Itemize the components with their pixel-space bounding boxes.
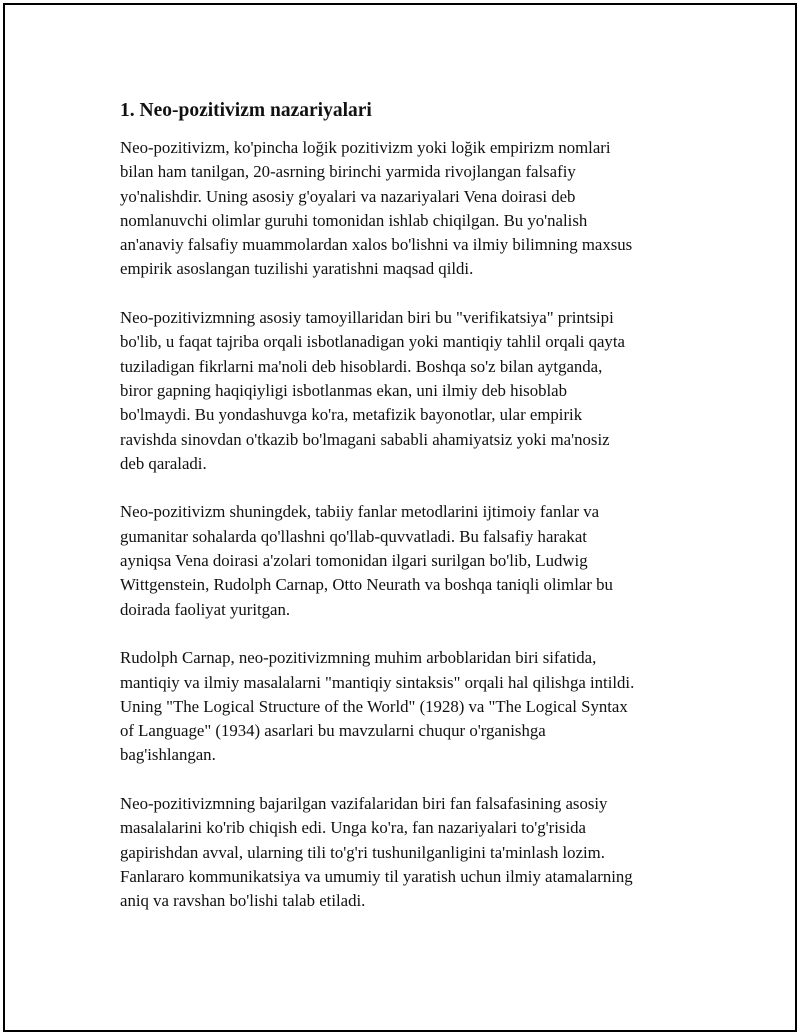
text-line: Neo-pozitivizmning bajarilgan vazifalaridan biri fan falsafasining asosiy: [120, 794, 608, 814]
text-line: Fanlararo kommunikatsiya va umumiy til yaratish uchun ilmiy atamalarning: [120, 866, 633, 886]
text-line: Wittgenstein, Rudolph Carnap, Otto Neurath va boshqa taniqli olimlar bu: [120, 575, 613, 595]
paragraph-1: [120, 136, 700, 282]
text-line: Neo-pozitivizm, ko'pincha loğik pozitivizm yoki loğik empirizm nomlari: [120, 138, 611, 157]
text-line: of Language" (1934) asarlari bu mavzularni chuqur o'rganishga: [120, 721, 546, 741]
text-line: mantiqiy va ilmiy masalalarni "mantiqiy sintaksis" orqali hal qilishga intildi.: [120, 672, 635, 692]
text-line: Neo-pozitivizm shuningdek, tabiiy fanlar metodlarini ijtimoiy fanlar va: [120, 502, 600, 522]
paragraph-5: [120, 792, 700, 913]
text-line: doirada faoliyat yuritgan.: [120, 599, 291, 619]
document-page: [3, 3, 797, 1032]
text-line: an'anaviy falsafiy muammolardan xalos bo'lishni va ilmiy bilimning maxsus: [120, 235, 633, 255]
section-heading: 1. Neo-pozitivizm nazariyalari: [120, 100, 372, 121]
text-line: yo'nalishdir. Uning asosiy g'oyalari va nazariyalari Vena doirasi deb: [120, 186, 576, 206]
text-line: gapirishdan avval, ularning tili to'g'ri tushunilganligini ta'minlash lozim.: [120, 842, 605, 862]
text-line: empirik asoslangan tuzilishi yaratishni maqsad qildi.: [120, 259, 474, 279]
text-line: aniq va ravshan bo'lishi talab etiladi.: [120, 891, 366, 911]
text-line: Uning "The Logical Structure of the World" (1928) va "The Logical Syntax: [120, 696, 628, 716]
text-line: bag'ishlangan.: [120, 745, 216, 765]
text-line: ayniqsa Vena doirasi a'zolari tomonidan ilgari surilgan bo'lib, Ludwig: [120, 551, 588, 571]
text-line: Rudolph Carnap, neo-pozitivizmning muhim arboblaridan biri sifatida,: [120, 648, 597, 668]
paragraph-3: [120, 500, 700, 621]
text-line: tuziladigan fikrlarni ma'noli deb hisoblardi. Boshqa so'z bilan aytganda,: [120, 356, 603, 376]
paragraph-4: [120, 646, 700, 767]
paragraph-2: [120, 306, 700, 476]
text-line: nomlanuvchi olimlar guruhi tomonidan ishlab chiqilgan. Bu yo'nalish: [120, 210, 588, 230]
text-line: Neo-pozitivizmning asosiy tamoyillaridan biri bu "verifikatsiya" printsipi: [120, 308, 614, 328]
text-line: gumanitar sohalarda qo'llashni qo'llab-quvvatladi. Bu falsafiy harakat: [120, 526, 587, 546]
text-line: ravishda sinovdan o'tkazib bo'lmagani sababli ahamiyatsiz yoki ma'nosiz: [120, 429, 610, 449]
text-line: bilan ham tanilgan, 20-asrning birinchi yarmida rivojlangan falsafiy: [120, 162, 576, 182]
text-line: bo'lib, u faqat tajriba orqali isbotlanadigan yoki mantiqiy tahlil orqali qayta: [120, 332, 625, 352]
text-line: masalalarini ko'rib chiqish edi. Unga ko'ra, fan nazariyalari to'g'risida: [120, 818, 586, 838]
text-line: bo'lmaydi. Bu yondashuvga ko'ra, metafizik bayonotlar, ular empirik: [120, 405, 583, 425]
document-content: [120, 97, 700, 938]
text-line: deb qaraladi.: [120, 453, 207, 473]
text-line: biror gapning haqiqiyligi isbotlanmas ekan, uni ilmiy deb hisoblab: [120, 380, 567, 400]
